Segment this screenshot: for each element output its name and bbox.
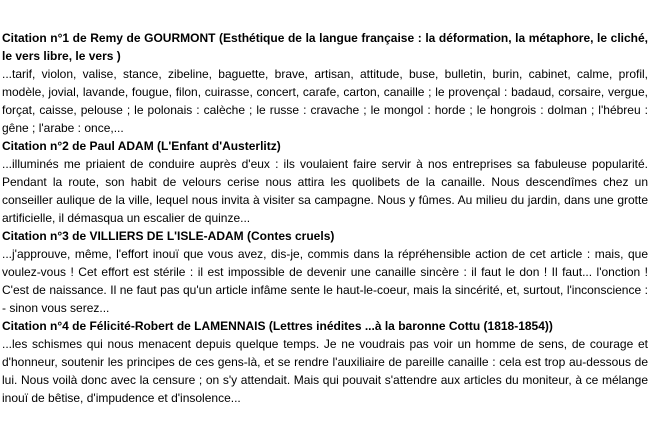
citation-work: (Contes cruels) xyxy=(243,229,335,243)
citation-quote: ...illuminés me priaient de conduire auprès d'eux : ils voulaient faire servir à nos entreprises sa fabuleuse popularité. Pendant la route, son habit de velours cerise nous attira les quolibets de la canaille. Nous descendîmes chez un conseiller aulique de la ville, lequel nous invita à visiter sa campagne. Nous y fûmes. Au milieu du jardin, dans une grotte artificielle, il démasqua un escalier de quinze... xyxy=(2,157,648,225)
citation-4 xyxy=(2,317,648,407)
citation-work: (Esthétique de la langue française : la déformation, la métaphore, le cliché, le vers libre, le vers ) xyxy=(2,31,649,63)
citation-work: (L'Enfant d'Austerlitz) xyxy=(153,139,281,153)
citation-1 xyxy=(2,29,648,137)
citation-quote: ...les schismes qui nous menacent depuis quelque temps. Je ne voudrais pas voir un homme de sens, de courage et d'honneur, soutenir les principes de ces gens-là, et se rendre l'auxiliaire de pareille canaille : cela est trop au-dessous de lui. Nous voilà donc avec la censure ; on s'y attendait. Mais qui pouvait s'attendre aux articles du moniteur, à ce mélange inouï de bêtise, d'impudence et d'insolence... xyxy=(2,337,648,405)
citation-author: Remy de GOURMONT xyxy=(90,31,216,45)
citation-author: Paul ADAM xyxy=(89,139,154,153)
citation-heading xyxy=(2,317,648,335)
citation-heading xyxy=(2,137,648,155)
citation-2 xyxy=(2,137,648,227)
citation-author: VILLIERS DE L'ISLE-ADAM xyxy=(89,229,244,243)
citation-work: (Lettres inédites ...à la baronne Cottu (1818-1854)) xyxy=(265,319,553,333)
citations-list xyxy=(2,29,648,407)
citation-heading xyxy=(2,29,648,65)
citation-prefix: Citation n°2 de xyxy=(2,139,90,153)
citation-heading xyxy=(2,227,648,245)
citation-prefix: Citation n°1 de xyxy=(2,31,91,45)
citation-prefix: Citation n°4 de xyxy=(2,319,90,333)
citation-3 xyxy=(2,227,648,317)
citation-author: Félicité-Robert de LAMENNAIS xyxy=(89,319,266,333)
citation-prefix: Citation n°3 de xyxy=(2,229,90,243)
citation-quote: ...j'approuve, même, l'effort inouï que vous avez, dis-je, commis dans la répréhensible action de cet article : mais, que voulez-vous ! Cet effort est stérile : il est impossible de devenir une canaille sincère : il faut le don ! Il faut... l'onction ! C'est de naissance. Il ne faut pas qu'un article infâme sente le haut-le-coeur, mais la sincérité, et, surtout, l'inconscience : - sinon vous serez... xyxy=(2,247,648,315)
citation-quote: ...tarif, violon, valise, stance, zibeline, baguette, brave, artisan, attitude, buse, bulletin, burin, cabinet, calme, profil, modèle, jovial, lavande, fougue, filon, cuirasse, concert, carafe, carton, canaille ; le provençal : badaud, corsaire, vergue, forçat, caisse, pelouse ; le polonais : calèche ; le russe : cravache ; le mongol : horde ; le hongrois : dolman ; l'hébreu : gêne ; l'arabe : once,... xyxy=(2,67,648,135)
